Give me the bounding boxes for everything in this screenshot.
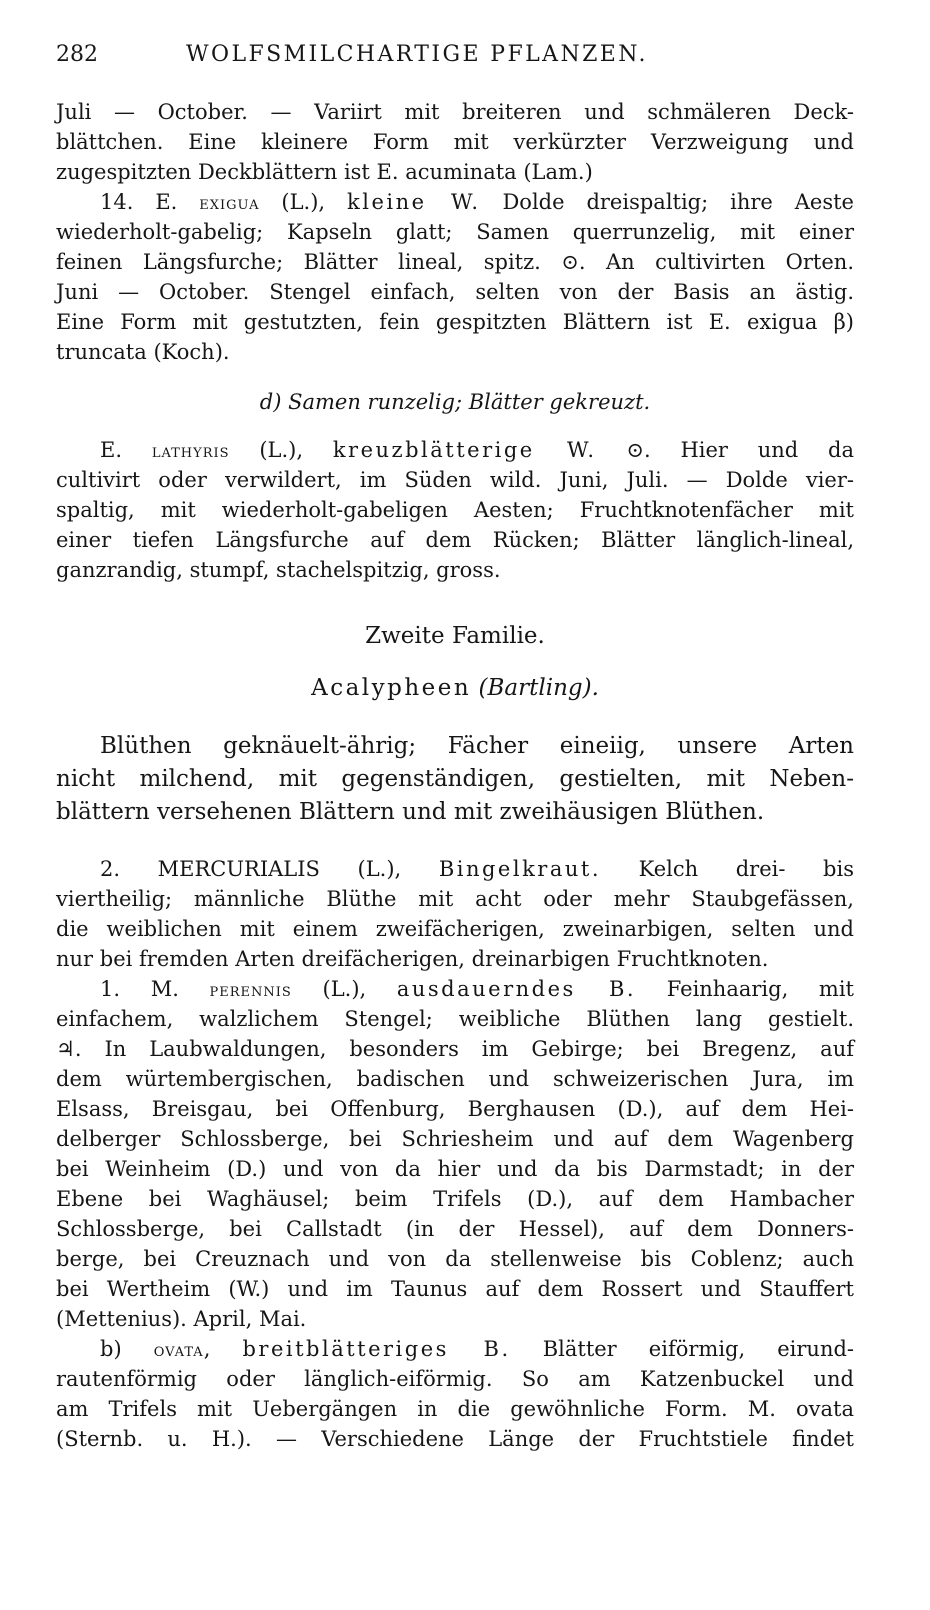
text-line: (Sternb. u. H.). — Verschiedene Länge der Fruchtstiele findet xyxy=(56,1427,854,1451)
entry-letter: b) xyxy=(100,1337,154,1361)
family-heading: Zweite Familie. xyxy=(365,623,545,649)
text-line: (Mettenius). April, Mai. xyxy=(56,1307,307,1331)
description: Feinhaarig, mit xyxy=(636,977,854,1001)
text-line: am Trifels mit Uebergängen in die gewöhnliche Form. M. ovata xyxy=(56,1397,854,1421)
text-line: Juli — October. — Variirt mit breiteren und schmäleren Deck- xyxy=(56,100,854,124)
text-line: einfachem, walzlichem Stengel; weibliche Blüthen lang gestielt. xyxy=(56,1007,854,1031)
genus-name: 2. MERCURIALIS (L.), xyxy=(100,857,439,881)
variety-entry-ovata xyxy=(100,1334,854,1365)
species-entry-lathyris xyxy=(100,435,854,466)
entry-number: 1. M. xyxy=(100,977,210,1001)
text-line: rautenförmig oder länglich-eiförmig. So am Katzenbuckel und xyxy=(56,1367,854,1391)
species-name: exigua xyxy=(199,192,260,214)
text-line: spaltig, mit wiederholt-gabeligen Aesten; Fruchtknotenfächer mit xyxy=(56,498,854,522)
text-line: nur bei fremden Arten dreifächerigen, dreinarbigen Fruchtknoten. xyxy=(56,947,769,971)
text-line: Ebene bei Waghäusel; beim Trifels (D.), auf dem Hambacher xyxy=(56,1187,854,1211)
author: (L.), xyxy=(259,190,347,214)
text-line: blättchen. Eine kleinere Form mit verkürzter Verzweigung und xyxy=(56,130,854,154)
separator: , xyxy=(203,1337,243,1361)
subheading: d) Samen runzelig; Blätter gekreuzt. xyxy=(259,390,651,414)
text-line: Eine Form mit gestutzten, fein gespitzten Blättern ist E. exigua β) xyxy=(56,310,854,334)
text-line: ♃. In Laubwaldungen, besonders im Gebirge; bei Bregenz, auf xyxy=(56,1037,854,1061)
family-title: Acalypheen xyxy=(311,675,472,701)
text-line: wiederholt-gabelig; Kapseln glatt; Samen querrunzelig, mit einer xyxy=(56,220,854,244)
text-line: zugespitzten Deckblättern ist E. acuminata (Lam.) xyxy=(56,160,593,184)
text-line: bei Weinheim (D.) und von da hier und da bis Darmstadt; in der xyxy=(56,1157,854,1181)
genus-entry-mercurialis xyxy=(100,854,854,884)
text-line: die weiblichen mit einem zweifächerigen, zweinarbigen, selten und xyxy=(56,917,854,941)
description: Dolde dreispaltig; ihre Aeste xyxy=(480,190,854,214)
text-line: delberger Schlossberge, bei Schriesheim und auf dem Wagenberg xyxy=(56,1127,854,1151)
text-line: nicht milchend, mit gegenständigen, gestielten, mit Neben- xyxy=(56,766,854,792)
family-author: (Bartling). xyxy=(478,675,599,701)
text-line: berge, bei Creuznach und von da stellenweise bis Coblenz; auch xyxy=(56,1247,854,1271)
text-line: cultivirt oder verwildert, im Süden wild. Juni, Juli. — Dolde vier- xyxy=(56,468,854,492)
description: ⊙. Hier und da xyxy=(596,438,855,462)
common-name: breitblätteriges B. xyxy=(242,1337,511,1361)
entry-number: 14. E. xyxy=(100,190,200,214)
text-line: truncata (Koch). xyxy=(56,340,230,364)
text-line: Schlossberge, bei Callstadt (in der Hessel), auf dem Donners- xyxy=(56,1217,854,1241)
genus-abbrev: E. xyxy=(100,438,152,462)
common-name: kreuzblätterige W. xyxy=(332,438,597,462)
common-name: kleine W. xyxy=(347,190,481,214)
text-line: bei Wertheim (W.) und im Taunus auf dem Rossert und Stauffert xyxy=(56,1277,854,1301)
running-title: WOLFSMILCHARTIGE PFLANZEN. xyxy=(186,42,648,67)
text-line: ganzrandig, stumpf, stachelspitzig, gross. xyxy=(56,558,501,582)
description: Kelch drei- bis xyxy=(601,857,854,881)
text-line: einer tiefen Längsfurche auf dem Rücken; Blätter länglich-lineal, xyxy=(56,528,854,552)
text-line: viertheilig; männliche Blüthe mit acht oder mehr Staubgefässen, xyxy=(56,887,854,911)
page-number: 282 xyxy=(56,42,98,67)
family-name xyxy=(56,672,854,705)
species-name: lathyris xyxy=(151,440,230,462)
text-line: dem würtembergischen, badischen und schweizerischen Jura, im xyxy=(56,1067,854,1091)
common-name: ausdauerndes B. xyxy=(396,977,637,1001)
description: Blätter eiförmig, eirund- xyxy=(510,1337,855,1361)
author: (L.), xyxy=(291,977,397,1001)
text-line: Elsass, Breisgau, bei Offenburg, Berghausen (D.), auf dem Hei- xyxy=(56,1097,854,1121)
common-name: Bingelkraut. xyxy=(438,857,601,881)
species-entry-exigua xyxy=(100,187,854,218)
text-line: Juni — October. Stengel einfach, selten von der Basis an ästig. xyxy=(56,280,854,304)
text-line: feinen Längsfurche; Blätter lineal, spitz. ⊙. An cultivirten Orten. xyxy=(56,250,854,274)
species-entry-perennis xyxy=(100,974,854,1005)
page-header xyxy=(56,42,854,76)
text-line: blättern versehenen Blättern und mit zweihäusigen Blüthen. xyxy=(56,799,765,825)
author: (L.), xyxy=(229,438,333,462)
variety-name: ovata xyxy=(153,1339,204,1361)
species-name: perennis xyxy=(209,979,292,1001)
text-line: Blüthen geknäuelt-ährig; Fächer eineiig, unsere Arten xyxy=(100,733,854,759)
